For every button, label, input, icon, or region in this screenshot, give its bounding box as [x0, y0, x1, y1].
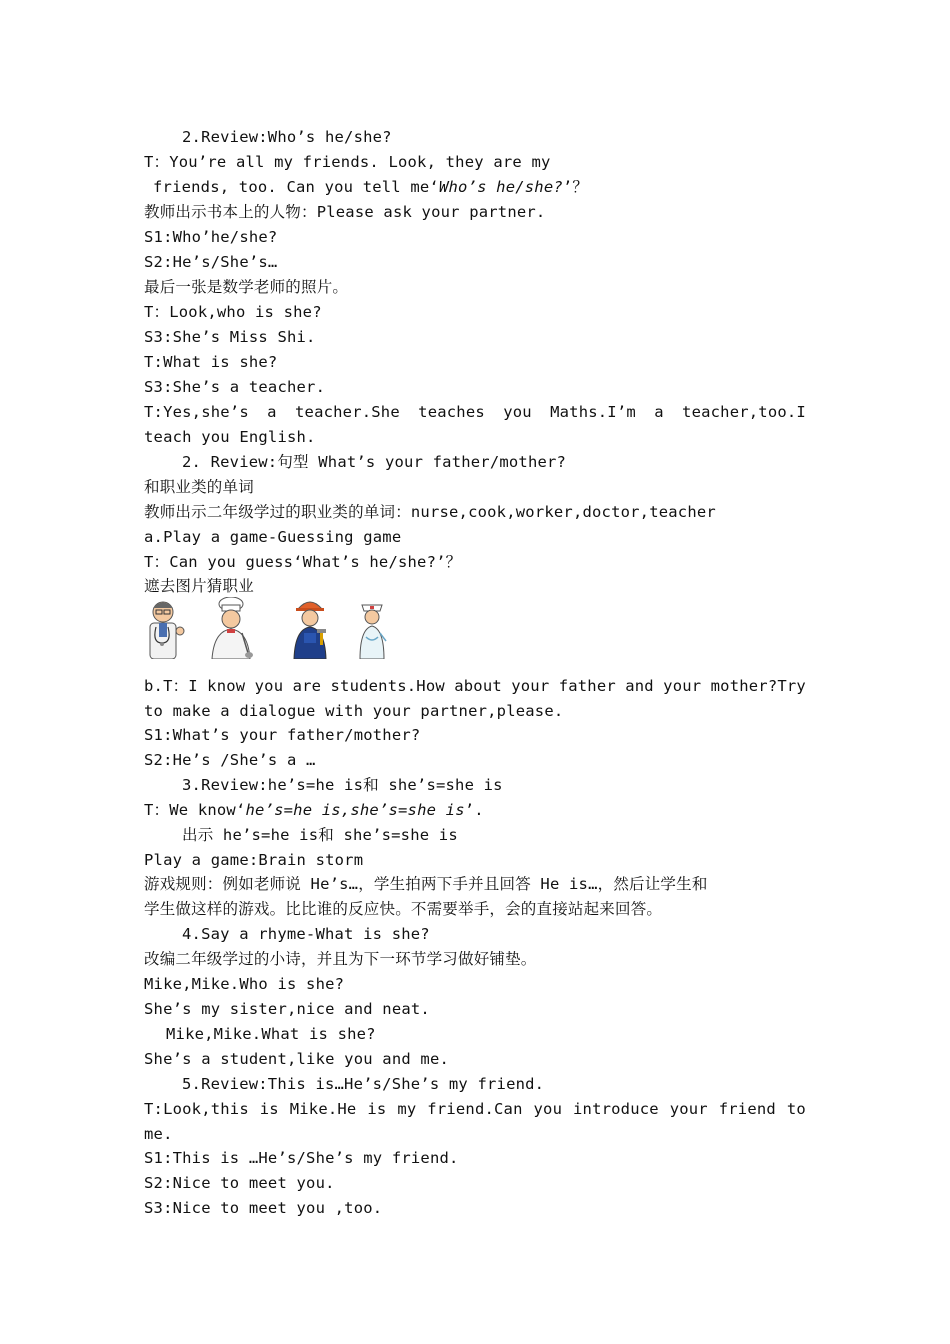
worker-figure: [290, 597, 330, 659]
text-line: T:What is she?: [144, 353, 278, 371]
text-line: 和职业类的单词: [144, 478, 254, 496]
text-line: 学生做这样的游戏。比比谁的反应快。不需要举手，会的直接站起来回答。: [144, 900, 663, 918]
text-line-justified: T:Look,this is Mike.He is my friend.Can you introduce your friend to: [144, 1100, 806, 1118]
text-line: S1:This is …He’s/She’s my friend.: [144, 1149, 459, 1167]
text-line: T：Look,who is she?: [144, 303, 322, 321]
text-line: 教师出示书本上的人物：Please ask your partner.: [144, 203, 546, 221]
text-line: to make a dialogue with your partner,please.: [144, 702, 564, 720]
text-line: S2:He’s /She’s a …: [144, 751, 316, 769]
text-line: T：Can you guess‘What’s he/she?’？: [144, 553, 462, 571]
text-line: S3:She’s a teacher.: [144, 378, 326, 396]
text-line: Play a game:Brain storm: [144, 851, 364, 869]
text-line: 出示 he’s=he is和 she’s=she is: [182, 826, 458, 844]
text-line: S3:Nice to meet you ,too.: [144, 1199, 383, 1217]
text-line: S1:Who’he/she?: [144, 228, 278, 246]
text-line: T：You’re all my friends. Look, they are my: [144, 153, 551, 171]
rhyme-line: Mike,Mike.Who is she?: [144, 975, 345, 993]
text-line: 遮去图片猜职业: [144, 577, 254, 595]
section-heading-review-who: 2.Review:Who’s he/she?: [182, 128, 392, 146]
rhyme-line: She’s a student,like you and me.: [144, 1050, 450, 1068]
section-heading-introduce: 5.Review:This is…He’s/She’s my friend.: [182, 1075, 545, 1093]
text-line-justified: b.T：I know you are students.How about your father and your mother?Try: [144, 677, 806, 695]
text-line: 最后一张是数学老师的照片。: [144, 278, 349, 296]
text-line: friends, too. Can you tell me‘Who’s he/she?’？: [153, 178, 589, 196]
rhyme-line: Mike,Mike.What is she?: [166, 1025, 376, 1043]
section-heading-review-job: 2. Review:句型 What’s your father/mother?: [182, 453, 567, 471]
text-line: me.: [144, 1125, 173, 1143]
section-heading-review-he-she: 3.Review:he’s=he is和 she’s=she is: [182, 776, 503, 794]
text-line-justified: T:Yes,she’s a teacher.She teaches you Maths.I’m a teacher,too.I: [144, 403, 806, 421]
text-line: 教师出示二年级学过的职业类的单词：nurse,cook,worker,doctor,teacher: [144, 503, 716, 521]
text-line: S3:She’s Miss Shi.: [144, 328, 316, 346]
text-line: T：We know‘he’s=he is,she’s=she is’.: [144, 801, 484, 819]
occupation-figures: [140, 597, 400, 659]
text-line: S1:What’s your father/mother?: [144, 726, 421, 744]
rhyme-line: She’s my sister,nice and neat.: [144, 1000, 430, 1018]
text-line: a.Play a game-Guessing game: [144, 528, 402, 546]
doctor-figure: [142, 597, 188, 659]
text-line: S2:Nice to meet you.: [144, 1174, 335, 1192]
text-line: 改编二年级学过的小诗，并且为下一环节学习做好铺垫。: [144, 950, 537, 968]
section-heading-rhyme: 4.Say a rhyme-What is she?: [182, 925, 430, 943]
text-line: 游戏规则：例如老师说 He’s…，学生拍两下手并且回答 He is…，然后让学生和: [144, 875, 708, 893]
cook-figure: [206, 597, 256, 659]
text-line: S2:He’s/She’s…: [144, 253, 278, 271]
text-line: teach you English.: [144, 428, 316, 446]
nurse-figure: [354, 597, 390, 659]
